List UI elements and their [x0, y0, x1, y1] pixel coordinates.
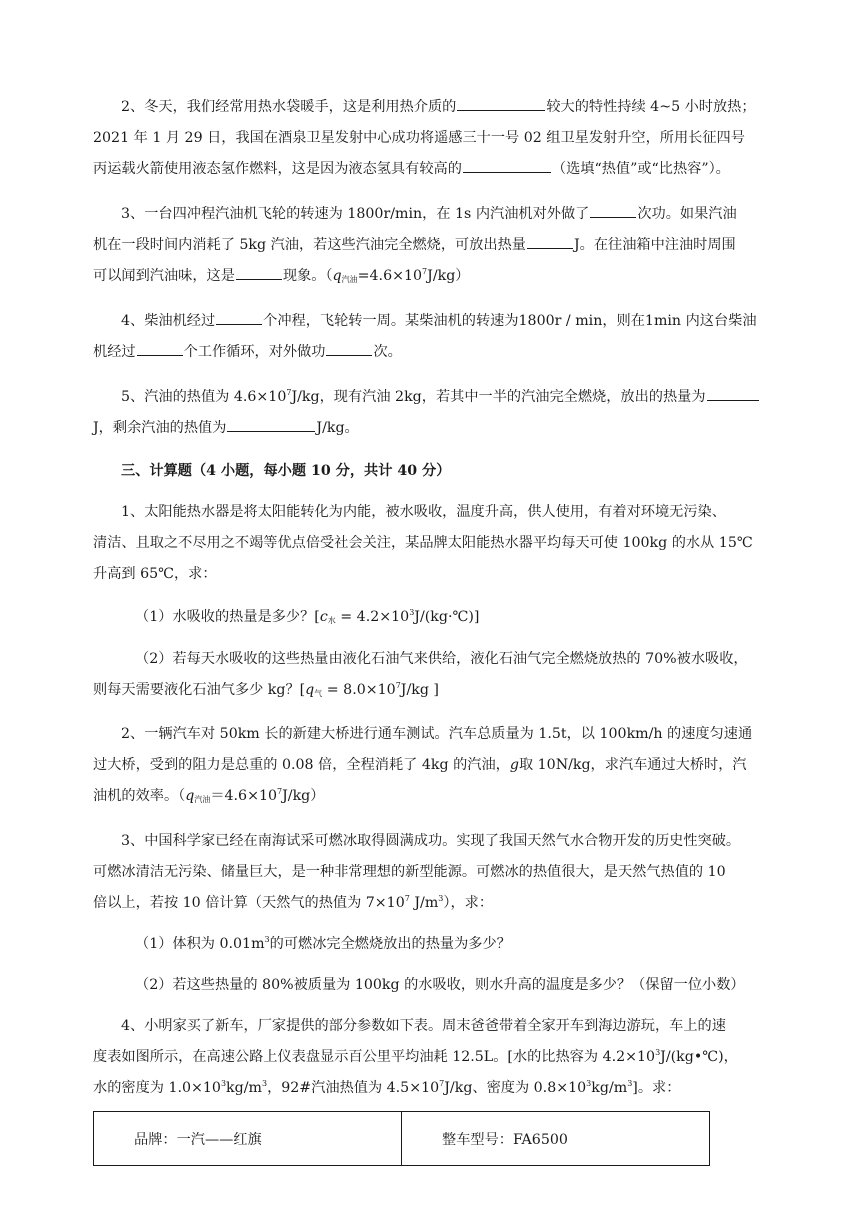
exponent: 7	[286, 388, 292, 397]
q3c-sub1-b: 的可燃冰完全燃烧放出的热量为多少？	[269, 936, 511, 952]
exponent: 3	[655, 1048, 661, 1057]
exponent: 7	[422, 267, 428, 276]
exponent: 3	[586, 1079, 592, 1088]
answer-blank[interactable]	[326, 341, 372, 356]
q3c-text-c: ），求：	[443, 895, 494, 911]
q4c-text-b: J/(kg•℃)，	[660, 1049, 738, 1065]
exponent: 7	[439, 1079, 445, 1088]
q3-text-d: J。在往油箱中注油时周围	[573, 237, 736, 253]
q2-line-3	[93, 154, 805, 185]
q2c-text-b: 取 10N/kg，求汽车通过大桥时，汽	[518, 757, 747, 773]
q2-text-c: 丙运载火箭使用液态氢作燃料，这是因为液态氢具有较高的	[93, 161, 462, 177]
q4-line-2	[93, 337, 805, 368]
q4c-text-c: 水的密度为 1.0×10	[93, 1080, 221, 1096]
answer-blank[interactable]	[137, 341, 183, 356]
q5-text-a: 5、汽油的热值为 4.6×10	[121, 389, 287, 405]
q4-text-e: 次。	[373, 344, 402, 360]
calc-q4-line-2	[93, 1042, 805, 1073]
exponent: 3	[438, 894, 444, 903]
q3-text-h: J/kg）	[427, 268, 470, 284]
q4c-text-a: 度表如图所示，在高速公路上仪表盘显示百公里平均油耗 12.5L。[水的比热容为 4.2×10	[93, 1049, 656, 1065]
q3-text-e: 可以闻到汽油味，这是	[93, 268, 235, 284]
answer-blank[interactable]	[216, 310, 262, 325]
exponent: 7	[277, 787, 283, 796]
q2-text-b: 较大的特性持续 4~5 小时放热；	[546, 99, 756, 115]
q3-line-2	[93, 230, 805, 261]
sub1-text-b: = 4.2×10	[335, 609, 410, 625]
q4c-text-h: ]。求：	[632, 1080, 681, 1096]
q2-text-d: （选填“热值”或“比热容”）。	[551, 161, 730, 177]
q2-text-a: 2、冬天，我们经常用热水袋暖手，这是利用热介质的	[121, 99, 457, 115]
answer-blank[interactable]	[227, 417, 315, 432]
answer-blank[interactable]	[590, 203, 636, 218]
q4c-text-d: kg/m	[226, 1080, 262, 1096]
calc-q4-line-1: 4、小明家买了新车，厂家提供的部分参数如下表。周末爸爸带着全家开车到海边游玩，车上的速	[121, 1018, 726, 1034]
q3-line-3	[93, 261, 805, 292]
calc-q1-sub2-line-2	[93, 675, 805, 706]
q4c-text-f: J/kg、密度为 0.8×10	[444, 1080, 587, 1096]
calc-q4-line-3	[93, 1073, 805, 1104]
exponent: 3	[220, 1079, 227, 1088]
q2-line-1	[121, 92, 833, 123]
subscript: 汽油	[194, 795, 211, 804]
symbol-q: q	[305, 682, 315, 698]
sub2-text-a: 则每天需要液化石油气多少 kg？[	[93, 682, 306, 698]
exponent: 3	[627, 1079, 633, 1088]
symbol-c: c	[319, 609, 328, 625]
answer-blank[interactable]	[527, 234, 573, 249]
q3c-text-a: 倍以上，若按 10 倍计算（天然气的热值为 7×10	[93, 895, 405, 911]
q5-text-d: J/kg。	[316, 420, 359, 436]
model-cell: 整车型号：FA6500	[402, 1112, 710, 1166]
section-heading: 三、计算题（4 小题，每小题 10 分，共计 40 分）	[121, 463, 451, 479]
calc-q1-line-1: 1、太阳能热水器是将太阳能转化为内能，被水吸收，温度升高，供人使用，有着对环境无污染、	[121, 504, 726, 520]
q4-text-d: 个工作循环，对外做功	[183, 344, 326, 360]
calc-q3-line-1: 3、中国科学家已经在南海试采可燃冰取得圆满成功。实现了我国天然气水合物开发的历史性突破。	[121, 833, 741, 849]
answer-blank[interactable]	[463, 158, 551, 173]
q3-text-a: 3、一台四冲程汽油机飞轮的转速为 1800r/min，在 1s 内汽油机对外做了	[121, 206, 590, 222]
q4-text-c: 机经过	[93, 344, 136, 360]
car-spec-table	[93, 1111, 710, 1166]
calc-q1-line-3: 升高到 65℃，求：	[93, 566, 217, 582]
calc-q1-line-2: 清洁、且取之不尽用之不竭等优点倍受社会关注，某品牌太阳能热水器平均每天可使 100kg 的水从 15℃	[93, 535, 753, 551]
subscript: 汽油	[341, 275, 358, 284]
symbol-g: g	[509, 757, 519, 773]
q2c-text-e: J/kg）	[282, 788, 325, 804]
q4c-text-g: kg/m	[591, 1080, 628, 1096]
q4-text-a: 4、柴油机经过	[121, 313, 216, 329]
q2c-text-c: 油机的效率。（	[93, 788, 186, 804]
q3-line-1	[121, 199, 833, 230]
subscript: 水	[327, 616, 336, 625]
q5-line-2	[93, 413, 805, 444]
q4c-text-e: ，92#汽油热值为 4.5×10	[267, 1080, 440, 1096]
q4-text-b: 个冲程，飞轮转一周。某柴油机的转速为1800r / min，则在1min 内这台柴油	[263, 313, 757, 329]
exponent: 3	[261, 1079, 268, 1088]
q3c-text-b: J/m	[409, 895, 439, 911]
q5-text-b: J/kg，现有汽油 2kg，若其中一半的汽油完全燃烧，放出的热量为	[291, 389, 706, 405]
answer-blank[interactable]	[457, 96, 545, 111]
q2c-text-d: ＝4.6×10	[210, 788, 278, 804]
q5-line-1	[121, 382, 833, 413]
sub2-text-b: = 8.0×10	[322, 682, 396, 698]
sub2-text-c: J/kg ]	[400, 682, 439, 698]
exponent: 7	[395, 681, 401, 690]
answer-blank[interactable]	[236, 265, 282, 280]
q2-line-2: 2021 年 1 月 29 日，我国在酒泉卫星发射中心成功将遥感三十一号 02 组卫星发射升空，所用长征四号	[93, 130, 745, 146]
sub1-text-a: （1）水吸收的热量是多少？[	[135, 609, 320, 625]
calc-q1-sub1	[135, 602, 847, 633]
symbol-q: q	[185, 788, 195, 804]
calc-q2-line-2	[93, 750, 805, 781]
subscript: 气	[314, 689, 323, 698]
calc-q3-sub2: （2）若这些热量的 80%被质量为 100kg 的水吸收，则水升高的温度是多少？（保留一位小数）	[135, 977, 745, 993]
q3-text-f: 现象。（	[282, 268, 333, 284]
exponent: 3	[264, 935, 270, 944]
calc-q2-line-3	[93, 781, 805, 812]
calc-q1-sub2-line-1: （2）若每天水吸收的这些热量由液化石油气来供给，液化石油气完全燃烧放热的 70%被水吸收，	[135, 651, 748, 667]
brand-cell: 品牌：一汽——红旗	[94, 1112, 402, 1166]
calc-q3-sub1	[135, 929, 847, 960]
q2c-text-a: 过大桥，受到的阻力是总重的 0.08 倍，全程消耗了 4kg 的汽油，	[93, 757, 510, 773]
symbol-q: q	[332, 268, 342, 284]
calc-q3-line-3	[93, 888, 805, 919]
sub1-text-c: J/(kg·℃)]	[414, 609, 480, 625]
q3c-sub1-a: （1）体积为 0.01m	[135, 936, 265, 952]
q3-text-b: 次功。如果汽油	[637, 206, 737, 222]
exponent: 3	[409, 608, 415, 617]
calc-q3-line-2: 可燃冰清洁无污染、储量巨大，是一种非常理想的新型能源。可燃冰的热值很大，是天然气热值的 10	[93, 864, 726, 880]
table-row	[94, 1112, 710, 1166]
q3-text-g: =4.6×10	[357, 268, 423, 284]
exponent: 7	[404, 894, 410, 903]
q4-line-1	[121, 306, 833, 337]
calc-q2-line-1: 2、一辆汽车对 50km 长的新建大桥进行通车测试。汽车总质量为 1.5t，以 100km/h 的速度匀速通	[121, 726, 753, 742]
answer-blank[interactable]	[707, 386, 759, 401]
q3-text-c: 机在一段时间内消耗了 5kg 汽油，若这些汽油完全燃烧，可放出热量	[93, 237, 526, 253]
q5-text-c: J，剩余汽油的热值为	[93, 420, 227, 436]
